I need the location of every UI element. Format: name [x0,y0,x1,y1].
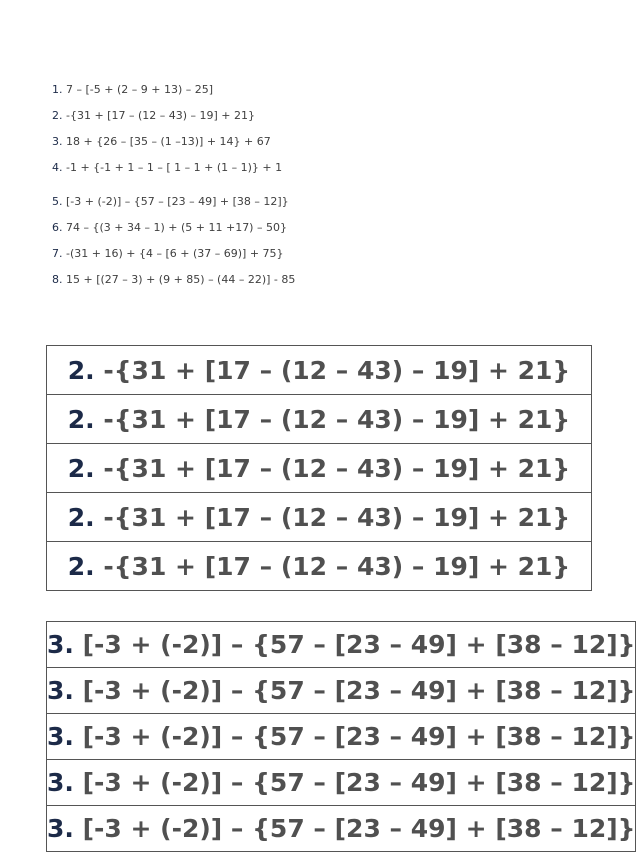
exercise-expression: 74 – {(3 + 34 – 1) + (5 + 11 +17) – 50} [66,221,287,234]
exercise-expression: -{31 + [17 – (12 – 43) – 19] + 21} [66,109,256,122]
exercise-number: 5. [52,195,63,208]
strip-expression: -{31 + [17 – (12 – 43) – 19] + 21} [103,502,571,532]
cutout-strip [47,714,636,760]
exercise-item [52,135,271,148]
cutout-strip [47,542,592,591]
exercise-item [52,221,287,234]
strip-number: 2. [67,551,95,581]
exercise-expression: 18 + {26 – [35 – (1 –13)] + 14} + 67 [66,135,271,148]
exercise-item [52,247,284,260]
exercise-number: 4. [52,161,63,174]
exercise-item [52,161,282,174]
cutout-strip [47,493,592,542]
exercise-number: 3. [52,135,63,148]
cutout-strip [47,444,592,493]
strip-expression: [-3 + (-2)] – {57 – [23 – 49] + [38 – 12]} [82,768,636,797]
cutout-strip [47,395,592,444]
strip-expression: [-3 + (-2)] – {57 – [23 – 49] + [38 – 12]} [82,722,636,751]
cutout-strip [47,668,636,714]
exercise-number: 2. [52,109,63,122]
strip-expression: [-3 + (-2)] – {57 – [23 – 49] + [38 – 12]} [82,630,636,659]
cutout-strip [47,760,636,806]
exercise-expression: 15 + [(27 – 3) + (9 + 85) – (44 – 22)] - 85 [66,273,296,286]
exercise-expression: 7 – [-5 + (2 – 9 + 13) – 25] [66,83,214,96]
strip-number: 2. [67,355,95,385]
cutout-strips-table-b [46,621,636,852]
exercise-item [52,109,255,122]
exercise-item [52,195,289,208]
cutout-strip [47,806,636,852]
strip-number: 2. [67,502,95,532]
strip-expression: [-3 + (-2)] – {57 – [23 – 49] + [38 – 12]} [82,814,636,843]
exercise-number: 1. [52,83,63,96]
strip-number: 2. [67,453,95,483]
strip-expression: -{31 + [17 – (12 – 43) – 19] + 21} [103,355,571,385]
strip-number: 3. [47,814,74,843]
exercise-item [52,83,213,96]
cutout-strip [47,346,592,395]
strip-number: 3. [47,768,74,797]
exercise-expression: [-3 + (-2)] – {57 – [23 – 49] + [38 – 12]} [66,195,289,208]
exercise-number: 7. [52,247,63,260]
exercise-number: 6. [52,221,63,234]
cutout-strips-table-a [46,345,592,591]
strip-number: 3. [47,676,74,705]
exercise-expression: -1 + {-1 + 1 – 1 – [ 1 – 1 + (1 – 1)} + 1 [66,161,283,174]
exercise-item [52,273,295,286]
strip-number: 3. [47,630,74,659]
strip-expression: -{31 + [17 – (12 – 43) – 19] + 21} [103,453,571,483]
strip-expression: -{31 + [17 – (12 – 43) – 19] + 21} [103,551,571,581]
strip-expression: -{31 + [17 – (12 – 43) – 19] + 21} [103,404,571,434]
cutout-strip [47,622,636,668]
strip-number: 3. [47,722,74,751]
exercise-expression: -(31 + 16) + {4 – [6 + (37 – 69)] + 75} [66,247,284,260]
strip-number: 2. [67,404,95,434]
strip-expression: [-3 + (-2)] – {57 – [23 – 49] + [38 – 12]} [82,676,636,705]
exercise-number: 8. [52,273,63,286]
